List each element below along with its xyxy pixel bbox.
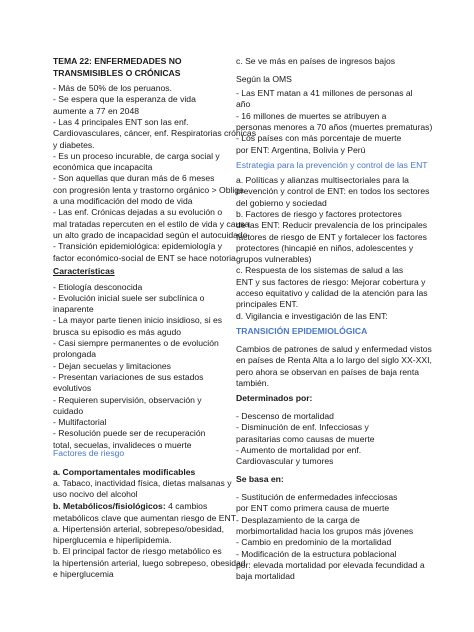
estrategia-line: de las ENT: Reducir prevalencia de los principales bbox=[236, 220, 428, 231]
caracteristica-line: - Evolución inicial suele ser subclínica o bbox=[53, 292, 205, 303]
determinados-line: - Descenso de mortalidad bbox=[236, 411, 334, 421]
intro-line: económica que incapacita bbox=[53, 162, 153, 173]
estrategia-line: factores de riesgo de ENT y fortalecer los factores bbox=[236, 231, 427, 242]
factor-line: hiperglucemia e hiperlipidemia. bbox=[53, 535, 172, 546]
label: Según la OMS bbox=[236, 74, 292, 84]
estrategia-line: acceso equitativo y calidad de la atención para las bbox=[236, 288, 428, 298]
intro-line: - Son aquellas que duran más de 6 meses bbox=[53, 173, 215, 184]
estrategia-line: ENT y sus factores de riesgo: Mejorar cobertura y bbox=[236, 276, 426, 287]
basa-line: - Sustitución de enfermedades infecciosas bbox=[236, 492, 398, 502]
caracteristica-line: - Dejan secuelas y limitaciones bbox=[53, 360, 171, 371]
intro-line: - Las 4 principales ENT son las enf. bbox=[53, 116, 189, 127]
basa-line: baja mortalidad bbox=[236, 571, 295, 582]
determinados-line: parasitarias como causas de muerte bbox=[236, 433, 375, 444]
intro-line: factor económico-social de ENT se hace notoria bbox=[53, 252, 236, 263]
intro-line: y diabetes. bbox=[53, 139, 95, 150]
caracteristica-line: - La mayor parte tienen inicio insidioso, si es bbox=[53, 315, 223, 326]
caracteristica-line: - Etiología desconocida bbox=[53, 281, 143, 292]
basa-line: por: elevada mortalidad por elevada fecundidad a bbox=[236, 559, 425, 570]
factor-line: b. El principal factor de riesgo metabólico es bbox=[53, 546, 222, 557]
basa-line: - Modificación de la estructura poblacional bbox=[236, 548, 397, 559]
list-line: c. Se ve más en países de ingresos bajos bbox=[236, 56, 396, 66]
factor-title-rest: 4 cambios bbox=[165, 501, 208, 511]
determinados-line: Cardiovascular y tumores bbox=[236, 456, 334, 467]
factor-title-bold: b. Metabólicos/fisiológicos: bbox=[53, 501, 166, 511]
label: Determinados por: bbox=[236, 393, 313, 403]
estrategia-line: del gobierno y sociedad bbox=[236, 197, 327, 208]
estrategia-line: a. Políticas y alianzas multisectoriales para la bbox=[236, 175, 409, 185]
basa-line: - Desplazamiento de la carga de bbox=[236, 514, 360, 525]
caracteristica-line: inaparente bbox=[53, 304, 94, 315]
doc-title: TEMA 22: ENFERMEDADES NO bbox=[53, 56, 182, 66]
intro-line: un alto grado de incapacidad según el autocuidado. bbox=[53, 229, 250, 240]
transicion-line: Cambios de patrones de salud y enfermedad vistos bbox=[236, 344, 432, 354]
caracteristica-line: cuidado bbox=[53, 405, 84, 416]
intro-line: mal tratadas repercuten en el estilo de vida y causa bbox=[53, 218, 250, 229]
oms-line: año bbox=[236, 99, 251, 110]
factor-title: a. Comportamentales modificables bbox=[53, 467, 196, 477]
factor-line: la hipertensión arterial, luego sobrepeso, obesidad bbox=[53, 557, 246, 568]
transicion-line: en países de Renta Alta a lo largo del siglo XX-XXI, bbox=[236, 355, 432, 366]
caracteristica-line: total, secuelas, invalideces o muerte bbox=[53, 439, 192, 450]
factor-line: uso nocivo del alcohol bbox=[53, 489, 138, 500]
oms-line: - Las ENT matan a 41 millones de personas al bbox=[236, 88, 413, 98]
intro-line: a una modificación del modo de vida bbox=[53, 196, 193, 206]
factor-line: metabólicos clave que aumentan riesgo de ENT bbox=[53, 512, 236, 523]
caracteristica-line: - Casi siempre permanentes o de evolución bbox=[53, 338, 219, 348]
basa-line: por ENT como primera causa de muerte bbox=[236, 503, 390, 514]
factor-line: a. Tabaco, inactividad física, dietas malsanas y bbox=[53, 478, 232, 488]
caracteristica-line: prolongada bbox=[53, 349, 97, 360]
intro-line: aumente a 77 en 2048 bbox=[53, 105, 140, 116]
section-heading: Estrategia para la prevención y control de las ENT bbox=[236, 160, 428, 170]
oms-line: por ENT: Argentina, Bolivia y Perú bbox=[236, 144, 366, 155]
determinados-line: - Aumento de mortalidad por enf. bbox=[236, 444, 362, 455]
transicion-line: también. bbox=[236, 377, 269, 388]
transicion-line: pero ahora se observan en países de baja renta bbox=[236, 366, 419, 377]
estrategia-line: d. Vigilancia e investigación de las ENT: bbox=[236, 310, 388, 321]
oms-line: - Los países con más porcentaje de muerte bbox=[236, 133, 402, 144]
basa-line: morbimortalidad hacia los grupos más jóvenes bbox=[236, 525, 414, 536]
label: Se basa en: bbox=[236, 474, 284, 484]
intro-line: - Transición epidemiológica: epidemiología y bbox=[53, 241, 223, 252]
estrategia-line: protectores (hincapié en niños, adolescentes y bbox=[236, 242, 414, 253]
section-heading: Factores de riesgo bbox=[53, 448, 125, 458]
estrategia-line: grupos vulnerables) bbox=[236, 254, 312, 265]
estrategia-line: c. Respuesta de los sistemas de salud a las bbox=[236, 265, 404, 276]
factor-line: a. Hipertensión arterial, sobrepeso/obesidad, bbox=[53, 523, 225, 534]
intro-line: - Más de 50% de los peruanos. bbox=[53, 83, 172, 93]
estrategia-line: b. Factores de riesgo y factores protectores bbox=[236, 208, 402, 219]
basa-line: - Cambio en predominio de la mortalidad bbox=[236, 537, 392, 548]
intro-line: - Se espera que la esperanza de vida bbox=[53, 94, 196, 105]
caracteristica-line: - Multifactorial bbox=[53, 417, 107, 428]
intro-line: - Es un proceso incurable, de carga social y bbox=[53, 150, 220, 161]
caracteristica-line: - Requieren supervisión, observación y bbox=[53, 394, 202, 405]
caracteristica-line: - Presentan variaciones de sus estados bbox=[53, 371, 204, 382]
caracteristica-line: evolutivos bbox=[53, 383, 92, 394]
section-heading: Características bbox=[53, 266, 115, 276]
caracteristica-line: - Resolución puede ser de recuperación bbox=[53, 428, 206, 439]
section-heading: TRANSICIÓN EPIDEMIOLÓGICA bbox=[236, 326, 368, 336]
estrategia-line: principales ENT. bbox=[236, 299, 299, 310]
estrategia-line: prevención y control de ENT: en todos los sectores bbox=[236, 186, 430, 197]
intro-line: con progresión lenta y trastorno orgánico > Obliga bbox=[53, 184, 244, 195]
factor-line: e hiperglucemia bbox=[53, 569, 114, 579]
determinados-line: - Disminución de enf. Infecciosas y bbox=[236, 422, 369, 433]
intro-line: Cardiovasculares, cáncer, enf. Respiratorias crónicas bbox=[53, 128, 256, 139]
factor-title bbox=[53, 501, 207, 512]
intro-line: - Las enf. Crónicas dejadas a su evolución o bbox=[53, 207, 223, 218]
oms-line: - 16 millones de muertes se atribuyen a bbox=[236, 110, 387, 121]
doc-title: TRANSMISIBLES O CRÓNICAS bbox=[53, 67, 181, 78]
caracteristica-line: brusca su episodio es más agudo bbox=[53, 326, 182, 337]
oms-line: personas menores a 70 años (muertes prematuras) bbox=[236, 121, 433, 132]
